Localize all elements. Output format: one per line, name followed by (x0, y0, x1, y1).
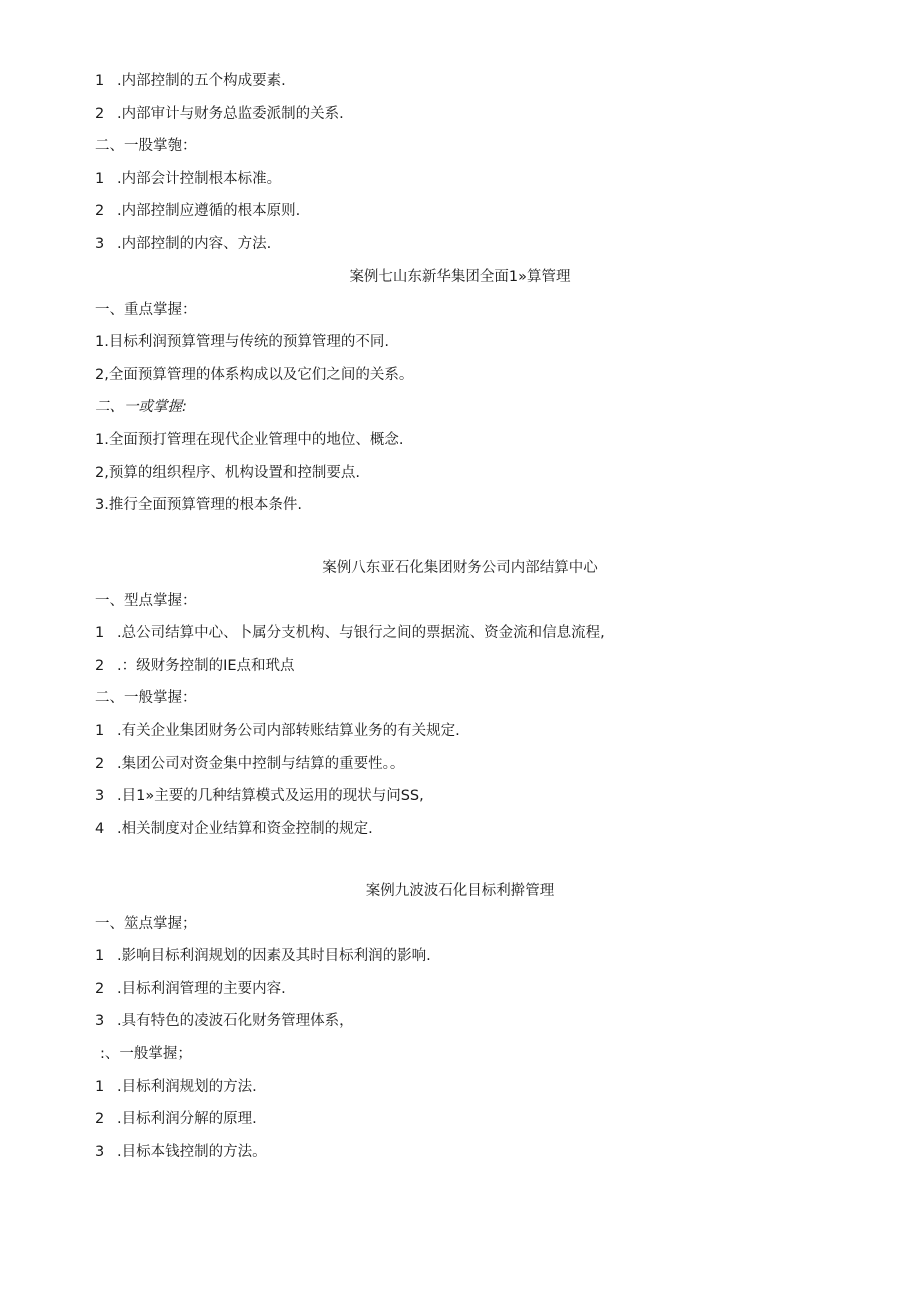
item-number: 2 (95, 756, 105, 772)
list-item (95, 1011, 354, 1031)
list-item (95, 623, 605, 643)
item-number: 2 (95, 658, 105, 674)
list-item (95, 979, 286, 999)
list-item: 3.推行全面预算管理的根本条件. (95, 497, 302, 513)
item-number: 4 (95, 821, 105, 837)
list-item (95, 819, 373, 839)
item-number: 2 (95, 106, 105, 122)
list-item (95, 169, 281, 189)
item-number: 3 (95, 788, 105, 804)
item-text: .集团公司对资金集中控制与结算的重要性。。 (117, 756, 405, 772)
case-title: 案例九波波石化目标利擀管理 (365, 883, 555, 899)
item-text: .目标利润管理的主要内容. (117, 981, 286, 997)
list-item (95, 754, 404, 774)
case-title: 案例七山东新华集团全面1»算管理 (349, 269, 571, 285)
item-text: .影响目标利润规划的因素及其时目标利润的影响. (117, 948, 431, 964)
item-text: .目标利润分解的原理. (117, 1111, 257, 1127)
list-item (95, 201, 300, 221)
item-text: .具有特色的凌波石化财务管理体系， (117, 1013, 354, 1029)
list-item (95, 1077, 257, 1097)
list-item (95, 786, 424, 806)
item-number: 2 (95, 981, 105, 997)
item-text: .内部控制应遵循的根本原则. (117, 203, 301, 219)
item-text: .目标利润规划的方法. (117, 1079, 257, 1095)
item-text: .相关制度对企业结算和资金控制的规定. (117, 821, 373, 837)
list-item (95, 71, 286, 91)
list-item (95, 1142, 267, 1162)
item-text: .内部会计控制根本标准。 (117, 171, 282, 187)
item-number: 1 (95, 948, 105, 964)
list-item (95, 721, 460, 741)
item-text: .内部控制的五个构成要素. (117, 73, 286, 89)
section-heading: 一、型点掌握： (95, 593, 197, 609)
section-heading: 一、重点掌握： (95, 302, 197, 318)
item-number: 3 (95, 236, 105, 252)
item-number: 1 (95, 171, 105, 187)
list-item (95, 1109, 257, 1129)
section-heading: 二、一股掌匏： (95, 138, 197, 154)
item-number: 1 (95, 73, 105, 89)
item-number: 1 (95, 723, 105, 739)
item-text: .目标本钱控制的方法。 (117, 1144, 267, 1160)
item-number: 1 (95, 625, 105, 641)
list-item (95, 234, 271, 254)
section-heading: 一、筮点掌握； (95, 916, 197, 932)
list-item (95, 946, 431, 966)
item-text: .目1»主要的几种结算模式及运用的现状与问SS, (117, 788, 424, 804)
item-number: 3 (95, 1013, 105, 1029)
section-heading: 二、一或掌握: (95, 399, 187, 415)
list-item (95, 656, 295, 676)
item-number: 3 (95, 1144, 105, 1160)
item-text: .有关企业集团财务公司内部转账结算业务的有关规定. (117, 723, 460, 739)
item-text: .内部控制的内容、方法. (117, 236, 272, 252)
item-number: 2 (95, 203, 105, 219)
item-number: 1 (95, 1079, 105, 1095)
section-heading: :、一般掌握； (100, 1046, 192, 1062)
list-item: 1.全面预打管理在现代企业管理中的地位、概念. (95, 432, 404, 448)
list-item: 2,预算的组织程序、机构设置和控制要点. (95, 465, 360, 481)
list-item: 2,全面预算管理的体系构成以及它们之间的关系。 (95, 367, 414, 383)
item-number: 2 (95, 1111, 105, 1127)
case-title: 案例八东亚石化集团财务公司内部结算中心 (322, 560, 598, 576)
list-item: 1.目标利润预算管理与传统的预算管理的不同. (95, 334, 389, 350)
list-item (95, 104, 344, 124)
item-text: .：级财务控制的IE点和玳点 (117, 658, 295, 674)
item-text: .内部审计与财务总监委派制的关系. (117, 106, 344, 122)
section-heading: 二、一般掌握： (95, 690, 197, 706)
item-text: .总公司结算中心、卜属分支机构、与银行之间的票据流、资金流和信息流程, (117, 625, 605, 641)
